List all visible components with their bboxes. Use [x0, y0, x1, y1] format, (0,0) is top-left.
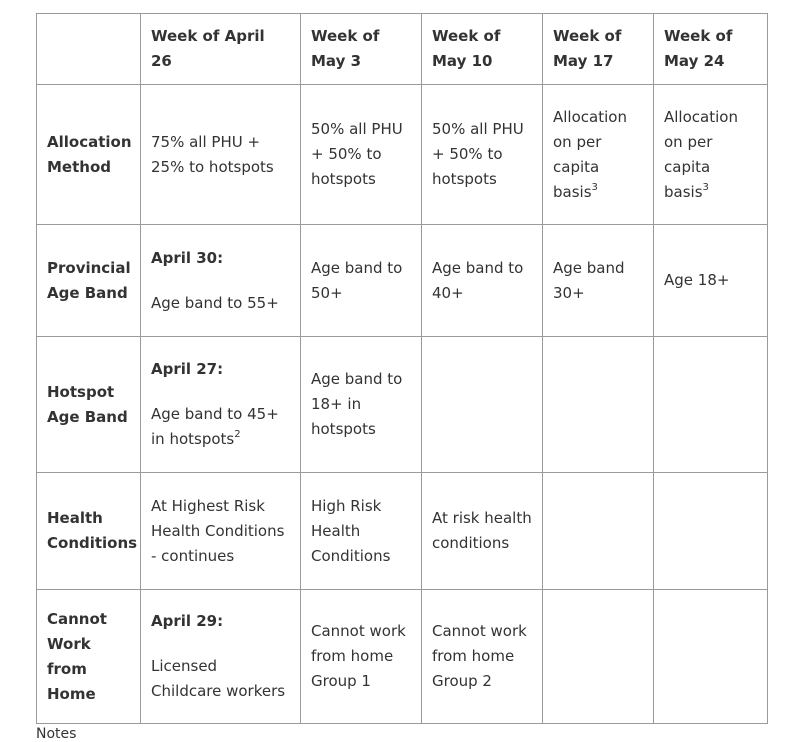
table-cell [543, 337, 654, 473]
table-cell [301, 473, 422, 590]
table-cell [301, 337, 422, 473]
table-cell [543, 225, 654, 337]
row-label: Provincial Age Band [37, 225, 141, 337]
cell-text: Age band to 55+ [151, 293, 279, 312]
row-label: Hotspot Age Band [37, 337, 141, 473]
table-cell [141, 590, 301, 724]
table-cell [141, 225, 301, 337]
table-cell [422, 590, 543, 724]
table-cell [543, 590, 654, 724]
table-cell [301, 590, 422, 724]
vaccine-rollout-table [36, 13, 768, 724]
header-row [37, 14, 768, 85]
table-cell [654, 473, 768, 590]
week-header: Week of May 17 [543, 14, 654, 85]
cell-text: Age band to 40+ [432, 258, 524, 302]
cell-text: 50% all PHU + 50% to hotspots [432, 120, 524, 188]
week-header: Week of April 26 [141, 14, 301, 85]
table-cell [654, 590, 768, 724]
week-header: Week of May 10 [422, 14, 543, 85]
table-row [37, 337, 768, 473]
footnote-marker: 2 [234, 429, 241, 440]
spacer [151, 271, 290, 291]
cell-text: 75% all PHU + 25% to hotspots [151, 132, 274, 176]
cell-text: Age band to 45+ in hotspots [151, 405, 279, 448]
table-cell [422, 337, 543, 473]
cell-text: Cannot work from home Group 2 [432, 622, 527, 690]
cell-text: Age 18+ [664, 271, 730, 289]
cell-text: Allocation on per capita basis [664, 107, 738, 201]
corner-cell [37, 14, 141, 85]
footnote-marker: 3 [702, 181, 709, 193]
table-cell [301, 225, 422, 337]
table-cell [543, 473, 654, 590]
cell-text: Allocation on per capita basis [553, 107, 627, 201]
cell-text: Cannot work from home Group 1 [311, 622, 406, 690]
table-cell [141, 337, 301, 473]
spacer [151, 382, 290, 402]
spacer [151, 634, 290, 654]
cell-text: At Highest Risk Health Conditions - continues [151, 496, 285, 565]
cell-text: 50% all PHU + 50% to hotspots [311, 120, 403, 188]
date-label: April 29: [151, 612, 224, 630]
date-label: April 27: [151, 360, 224, 378]
cell-text: At risk health conditions [432, 509, 532, 552]
table-cell [422, 225, 543, 337]
table-cell [141, 85, 301, 225]
date-label: April 30: [151, 248, 224, 267]
table-cell [301, 85, 422, 225]
cell-text: Age band to 18+ in hotspots [311, 370, 403, 438]
table-cell [422, 473, 543, 590]
table-row [37, 225, 768, 337]
table-row [37, 85, 768, 225]
table-row [37, 473, 768, 590]
cell-text: Licensed Childcare workers [151, 657, 286, 700]
table-row [37, 590, 768, 724]
cell-text: Age band 30+ [553, 258, 625, 302]
table-cell [141, 473, 301, 590]
table-cell [654, 225, 768, 337]
week-header: Week of May 3 [301, 14, 422, 85]
table-cell [654, 85, 768, 225]
footnote-marker: 3 [591, 181, 598, 193]
table-cell [543, 85, 654, 225]
row-label: Health Conditions [37, 473, 141, 590]
notes-heading: Notes [36, 726, 77, 742]
table-cell [654, 337, 768, 473]
row-label: Allocation Method [37, 85, 141, 225]
row-label: Cannot Work from Home [37, 590, 141, 724]
cell-text: Age band to 50+ [311, 258, 403, 302]
cell-text: High Risk Health Conditions [311, 496, 391, 565]
week-header: Week of May 24 [654, 14, 768, 85]
table-cell [422, 85, 543, 225]
